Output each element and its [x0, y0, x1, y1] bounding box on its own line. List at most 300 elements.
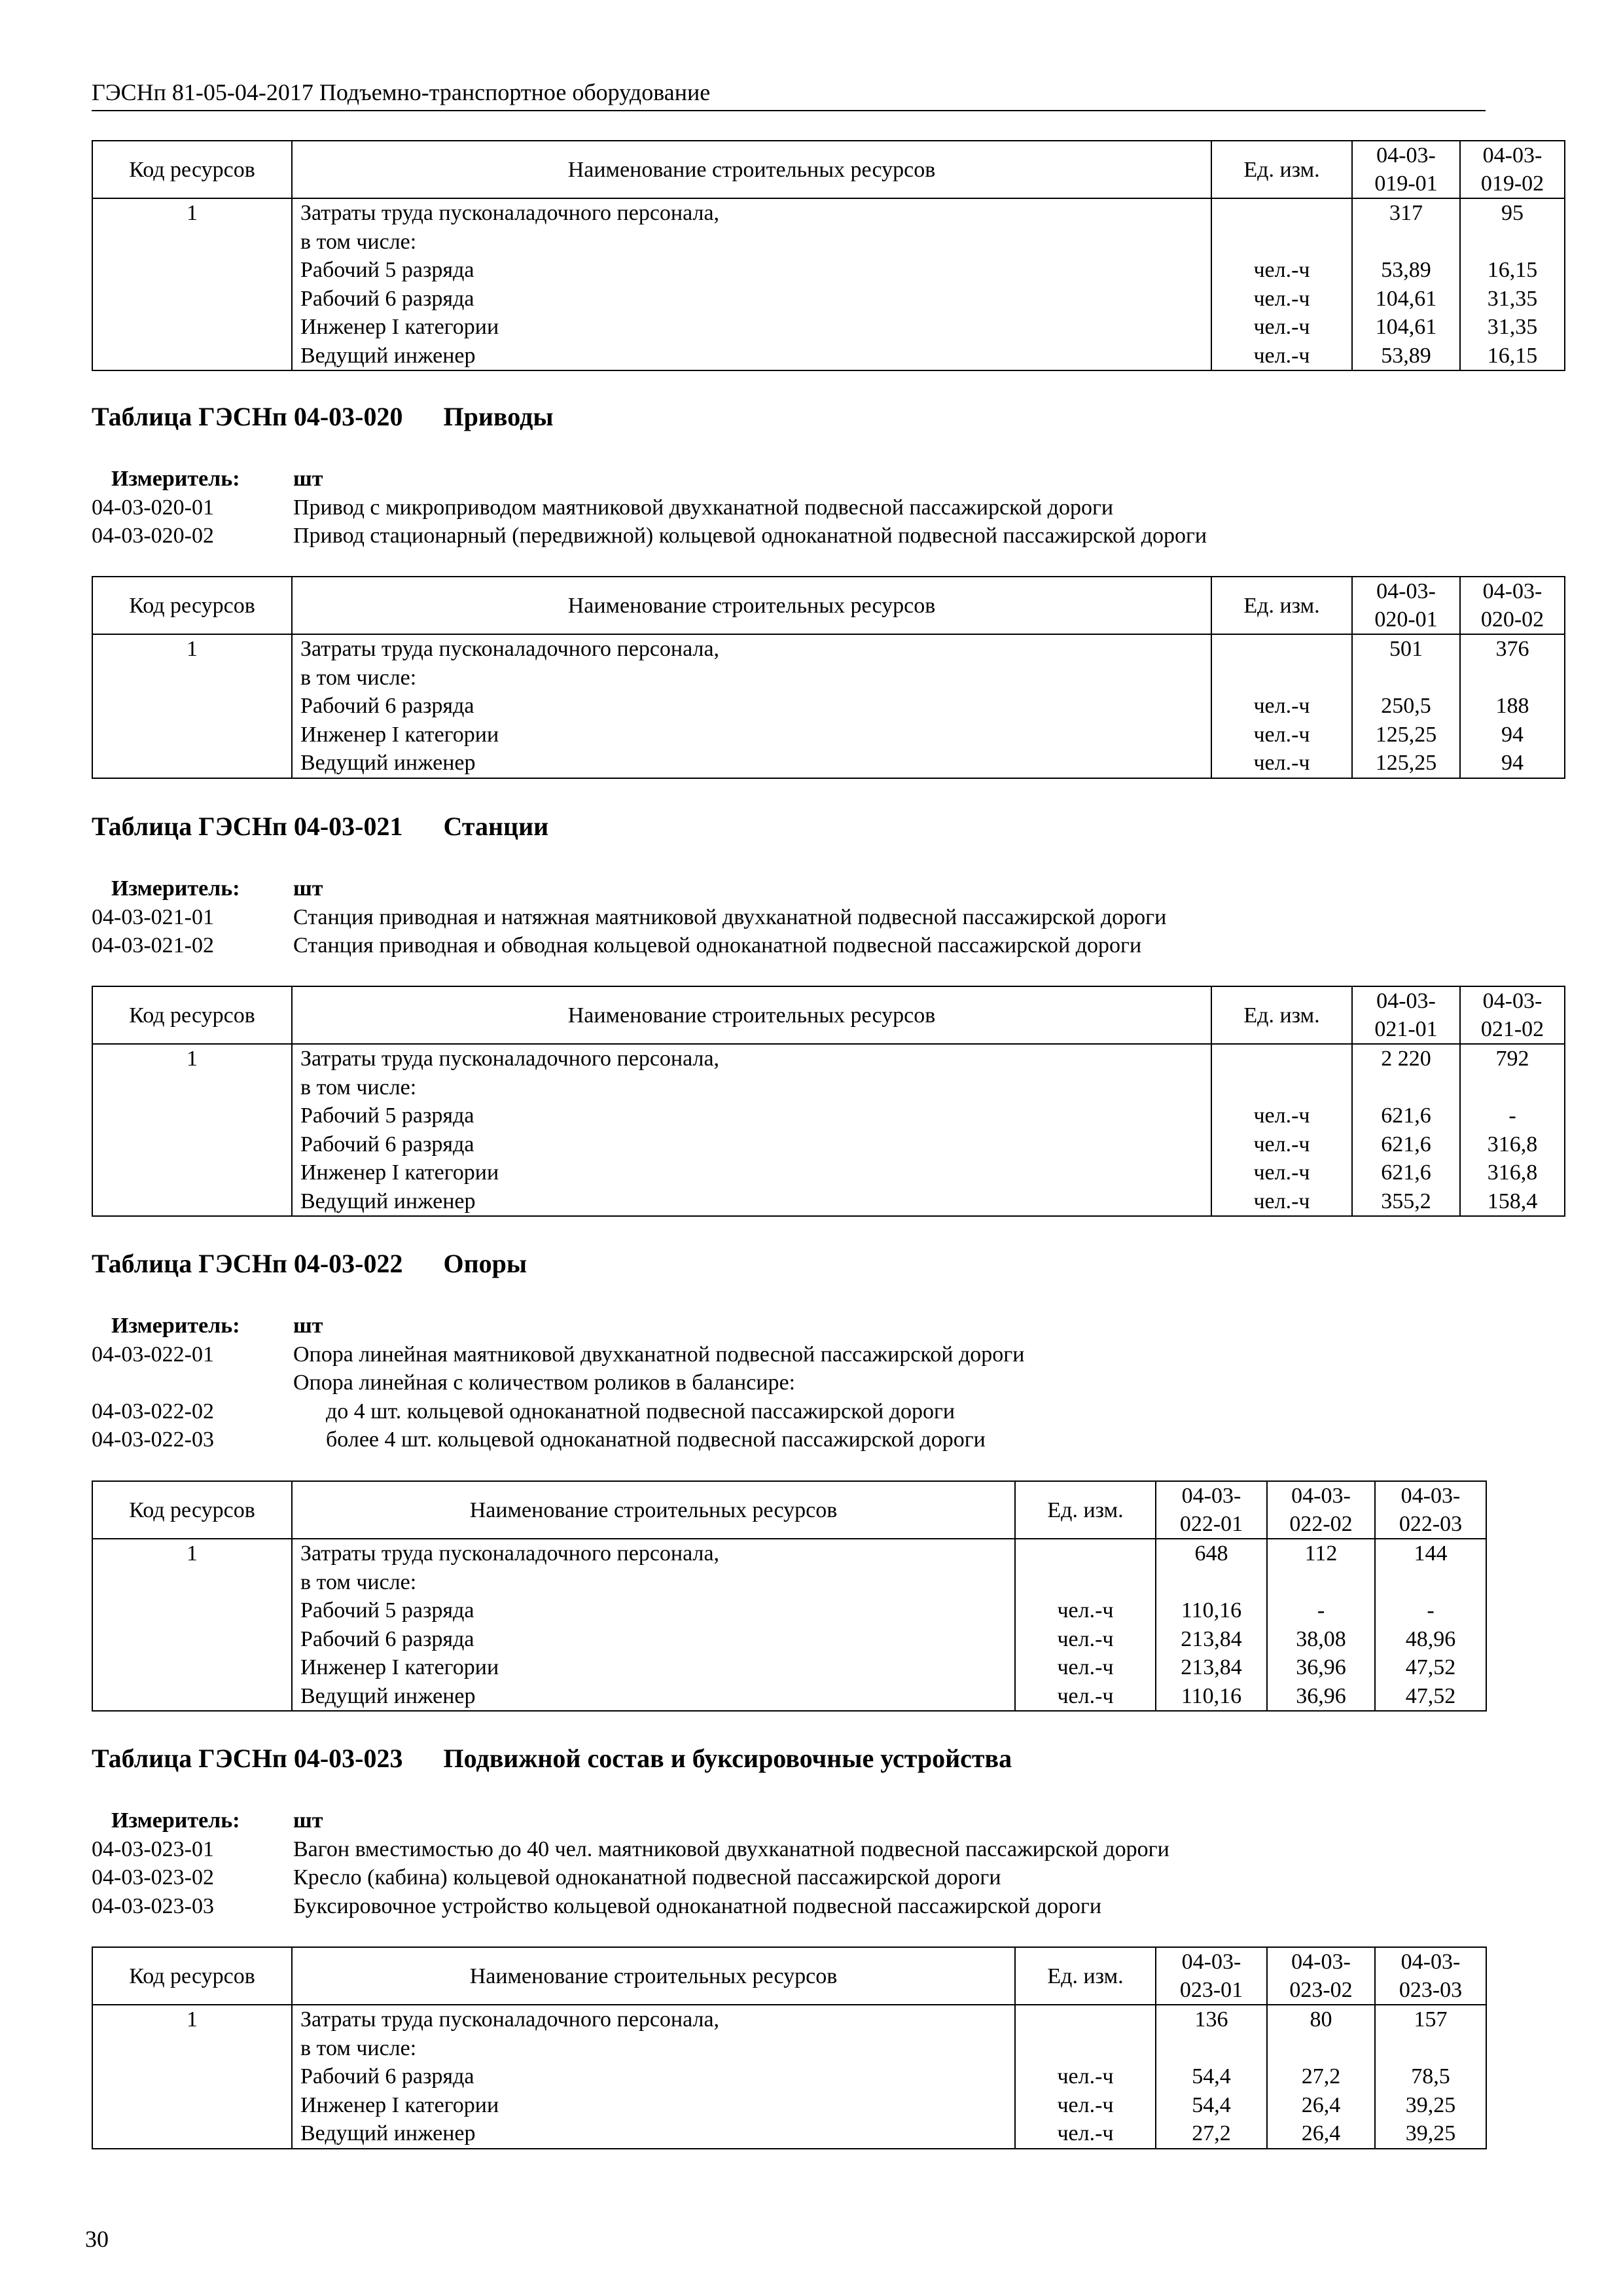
norm-item [92, 493, 1486, 522]
norm-value [1156, 2034, 1266, 2063]
page-number: 30 [85, 2226, 109, 2252]
table-title [92, 810, 1486, 843]
col-header-part: 04-03- [1376, 143, 1436, 168]
norm-value: 316,8 [1487, 1160, 1538, 1185]
table-title [92, 401, 1486, 433]
resource-name: Ведущий инженер [300, 2121, 476, 2145]
unit-cell [1211, 1044, 1352, 1216]
norm-value: - [1508, 1103, 1516, 1128]
resource-name: Затраты труда пусконаладочного персонала, [300, 201, 720, 225]
norm-value: 112 [1304, 1541, 1338, 1566]
unit-value [1016, 2034, 1155, 2063]
table-021-heading [92, 810, 1486, 843]
table-row [92, 1044, 1565, 1216]
resource-name: в том числе: [300, 229, 417, 254]
header-row [92, 986, 1565, 1044]
norm-value-cell [1352, 198, 1460, 370]
norm-value: 48,96 [1405, 1626, 1456, 1651]
norm-value: 104,61 [1375, 315, 1437, 339]
norm-value: 94 [1501, 722, 1524, 747]
norm-code: 04-03-023-01 [92, 1837, 214, 1861]
norm-value: 47,52 [1405, 1683, 1456, 1708]
norm-value-cell [1375, 2005, 1486, 2149]
col-header-part: 022-01 [1179, 1512, 1243, 1536]
norm-code: 04-03-020-01 [92, 495, 214, 520]
norm-value [1268, 1568, 1374, 1597]
col-header-norm [1375, 1481, 1486, 1539]
col-header-part: 023-02 [1289, 1978, 1353, 2002]
norm-value: 125,25 [1375, 722, 1437, 747]
norm-value: - [1427, 1598, 1435, 1623]
measure-row [92, 1806, 1486, 1835]
unit-value [1212, 1045, 1351, 1073]
measure-list [92, 874, 1486, 960]
col-header-part: 019-01 [1374, 171, 1438, 196]
norm-value: 36,96 [1296, 1683, 1346, 1708]
norm-value-cell [1460, 634, 1565, 778]
col-header-name: Наименование строительных ресурсов [292, 1481, 1015, 1539]
resource-name: Ведущий инженер [300, 1189, 476, 1213]
table-row [92, 1539, 1486, 1711]
norm-value: 104,61 [1375, 286, 1437, 311]
measure-unit: шт [293, 876, 323, 901]
col-header-part: 04-03- [1482, 143, 1543, 168]
unit-value: чел.-ч [1057, 1655, 1114, 1679]
col-header-unit: Ед. изм. [1015, 1481, 1156, 1539]
norm-item [92, 1892, 1486, 1921]
table-020-heading [92, 401, 1486, 433]
measure-list [92, 1806, 1486, 1920]
running-header: ГЭСНп 81-05-04-2017 Подъемно-транспортное оборудование [92, 77, 1486, 111]
table-name: Подвижной состав и буксировочные устройства [443, 1744, 1012, 1773]
resource-table [92, 986, 1565, 1217]
resource-name: в том числе: [300, 1075, 417, 1100]
norm-value: 157 [1414, 2007, 1448, 2032]
norm-value: 27,2 [1192, 2121, 1231, 2145]
unit-value [1212, 664, 1351, 692]
norm-value: 136 [1194, 2007, 1228, 2032]
col-header-norm [1460, 986, 1565, 1044]
norm-value: 316,8 [1487, 1132, 1538, 1157]
measure-unit: шт [293, 1808, 323, 1833]
resource-name-cell [292, 634, 1211, 778]
norm-value: 501 [1389, 637, 1423, 661]
unit-value [1212, 1073, 1351, 1102]
resource-name: Инженер I категории [300, 2092, 499, 2117]
resource-table [92, 576, 1565, 779]
norm-value: 213,84 [1181, 1655, 1242, 1679]
measure-unit: шт [293, 467, 323, 491]
table-name: Опоры [443, 1249, 527, 1278]
unit-cell [1211, 634, 1352, 778]
table-name: Станции [443, 812, 549, 841]
norm-value: 94 [1501, 751, 1524, 775]
col-header-unit: Ед. изм. [1015, 1947, 1156, 2005]
norm-value: 78,5 [1411, 2064, 1450, 2089]
unit-cell [1015, 1539, 1156, 1711]
col-header-code: Код ресурсов [92, 577, 292, 634]
table-title [92, 1247, 1486, 1280]
col-header-name: Наименование строительных ресурсов [292, 986, 1211, 1044]
resource-name: Рабочий 6 разряда [300, 286, 474, 311]
col-header-norm [1267, 1947, 1375, 2005]
resource-name: в том числе: [300, 2036, 417, 2060]
col-header-norm [1156, 1947, 1267, 2005]
resource-name: Рабочий 5 разряда [300, 258, 474, 282]
col-header-part: 023-03 [1399, 1978, 1463, 2002]
norm-value: 26,4 [1301, 2121, 1341, 2145]
norm-value: 39,25 [1405, 2092, 1456, 2117]
norm-value-cell [1460, 1044, 1565, 1216]
norm-value [1376, 2034, 1486, 2063]
norm-item [92, 1426, 1486, 1454]
measure-label: Измеритель: [111, 1808, 240, 1833]
norm-value: 213,84 [1181, 1626, 1242, 1651]
norm-value: 2 220 [1381, 1047, 1431, 1071]
col-header-code: Код ресурсов [92, 986, 292, 1044]
resource-name-cell [292, 1044, 1211, 1216]
resource-code-cell [92, 198, 292, 370]
resource-name: Затраты труда пусконаладочного персонала, [300, 1047, 720, 1071]
col-header-part: 021-02 [1480, 1017, 1544, 1041]
norm-value: 158,4 [1487, 1189, 1538, 1213]
resource-code-cell [92, 2005, 292, 2149]
col-header-part: 04-03- [1400, 1484, 1461, 1508]
table-022-measure [92, 1312, 1486, 1454]
norm-value: 27,2 [1301, 2064, 1341, 2089]
norm-value: 53,89 [1381, 343, 1431, 368]
resource-table [92, 1480, 1487, 1712]
norm-value [1376, 1568, 1486, 1597]
norm-description: Станция приводная и натяжная маятниковой двухканатной подвесной пассажирской дороги [293, 905, 1167, 929]
measure-label: Измеритель: [111, 467, 240, 491]
norm-value: 36,96 [1296, 1655, 1346, 1679]
table-020-measure [92, 465, 1486, 550]
col-header-part: 04-03- [1291, 1484, 1351, 1508]
resource-code: 1 [187, 1541, 198, 1566]
norm-value: 621,6 [1381, 1160, 1431, 1185]
norm-description: Привод с микроприводом маятниковой двухканатной подвесной пассажирской дороги [293, 495, 1114, 520]
col-header-code: Код ресурсов [92, 141, 292, 198]
unit-value: чел.-ч [1253, 286, 1310, 311]
norm-value: 54,4 [1192, 2064, 1231, 2089]
col-header-part: 04-03- [1400, 1950, 1461, 1974]
norm-item [92, 1863, 1486, 1892]
resource-code-cell [92, 1044, 292, 1216]
norm-description: Опора линейная с количеством роликов в балансире: [293, 1371, 796, 1395]
resource-table [92, 140, 1565, 371]
norm-value: 53,89 [1381, 258, 1431, 282]
norm-item [92, 903, 1486, 932]
measure-label: Измеритель: [111, 1314, 240, 1338]
resource-name: Рабочий 6 разряда [300, 1132, 474, 1157]
norm-value: 621,6 [1381, 1132, 1431, 1157]
norm-description: до 4 шт. кольцевой одноканатной подвесной пассажирской дороги [326, 1399, 955, 1424]
norm-code: 04-03-020-02 [92, 524, 214, 548]
col-header-part: 023-01 [1179, 1978, 1243, 2002]
unit-value [1212, 635, 1351, 664]
norm-value: 54,4 [1192, 2092, 1231, 2117]
norm-description: Вагон вместимостью до 40 чел. маятниковой двухканатной подвесной пассажирской дороги [293, 1837, 1169, 1861]
measure-list [92, 1312, 1486, 1454]
table-020-block [92, 576, 1544, 779]
unit-value [1212, 199, 1351, 228]
norm-value: 250,5 [1381, 694, 1431, 718]
measure-label: Измеритель: [111, 876, 240, 901]
norm-value: - [1317, 1598, 1325, 1623]
measure-row [92, 465, 1486, 493]
norm-value: 792 [1495, 1047, 1529, 1071]
table-row [92, 198, 1565, 370]
unit-value: чел.-ч [1253, 751, 1310, 775]
norm-value [1353, 1073, 1459, 1102]
norm-value [1156, 1568, 1266, 1597]
resource-name: Инженер I категории [300, 1160, 499, 1185]
table-id: Таблица ГЭСНп 04-03-022 [92, 1249, 403, 1278]
col-header-part: 022-03 [1399, 1512, 1463, 1536]
table-row [92, 2005, 1486, 2149]
table-019-block [92, 140, 1544, 371]
header-row [92, 1481, 1486, 1539]
unit-value: чел.-ч [1253, 722, 1310, 747]
norm-item [92, 931, 1486, 960]
norm-code: 04-03-022-02 [92, 1399, 214, 1424]
norm-value: 16,15 [1487, 258, 1538, 282]
table-023-heading [92, 1742, 1486, 1775]
unit-value: чел.-ч [1057, 1626, 1114, 1651]
norm-value-cell [1267, 2005, 1375, 2149]
col-header-unit: Ед. изм. [1211, 577, 1352, 634]
table-023-measure [92, 1806, 1486, 1920]
table-022-heading [92, 1247, 1486, 1280]
col-header-name: Наименование строительных ресурсов [292, 141, 1211, 198]
norm-value [1461, 664, 1564, 692]
norm-value-cell [1460, 198, 1565, 370]
norm-code: 04-03-022-03 [92, 1427, 214, 1452]
col-header-part: 019-02 [1480, 171, 1544, 196]
table-id: Таблица ГЭСНп 04-03-020 [92, 402, 403, 431]
unit-value [1016, 1539, 1155, 1568]
norm-value: 80 [1310, 2007, 1332, 2032]
table-row [92, 634, 1565, 778]
measure-row [92, 1312, 1486, 1340]
resource-name: Инженер I категории [300, 315, 499, 339]
table-023-block [92, 1946, 1486, 2149]
norm-value: 621,6 [1381, 1103, 1431, 1128]
norm-value: 31,35 [1487, 286, 1538, 311]
col-header-part: 04-03- [1181, 1484, 1241, 1508]
unit-value: чел.-ч [1057, 2092, 1114, 2117]
resource-name: Затраты труда пусконаладочного персонала, [300, 1541, 720, 1566]
col-header-norm [1156, 1481, 1267, 1539]
norm-value: 317 [1389, 201, 1423, 225]
col-header-code: Код ресурсов [92, 1481, 292, 1539]
col-header-part: 04-03- [1482, 579, 1543, 603]
table-020 [92, 576, 1544, 779]
col-header-norm [1267, 1481, 1375, 1539]
table-023 [92, 1946, 1486, 2149]
table-021-measure [92, 874, 1486, 960]
norm-code: 04-03-022-01 [92, 1342, 214, 1367]
norm-item [92, 1340, 1486, 1369]
norm-value-cell [1156, 1539, 1267, 1711]
norm-value: 38,08 [1296, 1626, 1346, 1651]
table-019 [92, 140, 1544, 371]
norm-value: 110,16 [1181, 1683, 1242, 1708]
resource-name: Ведущий инженер [300, 1683, 476, 1708]
norm-value: 188 [1495, 694, 1529, 718]
unit-value [1016, 1568, 1155, 1597]
col-header-part: 04-03- [1482, 989, 1543, 1013]
unit-cell [1015, 2005, 1156, 2149]
unit-value: чел.-ч [1253, 694, 1310, 718]
norm-value [1353, 228, 1459, 257]
unit-value: чел.-ч [1057, 2064, 1114, 2089]
unit-value: чел.-ч [1253, 343, 1310, 368]
table-id: Таблица ГЭСНп 04-03-021 [92, 812, 403, 841]
col-header-part: 020-01 [1374, 607, 1438, 632]
resource-code: 1 [187, 1047, 198, 1071]
header-row [92, 141, 1565, 198]
unit-cell [1211, 198, 1352, 370]
table-id: Таблица ГЭСНп 04-03-023 [92, 1744, 403, 1773]
unit-value: чел.-ч [1253, 1103, 1310, 1128]
table-name: Приводы [443, 402, 554, 431]
col-header-norm [1375, 1947, 1486, 2005]
norm-value-cell [1352, 634, 1460, 778]
table-021 [92, 986, 1544, 1217]
norm-description: Привод стационарный (передвижной) кольцевой одноканатной подвесной пассажирской дороги [293, 524, 1207, 548]
unit-value: чел.-ч [1253, 1160, 1310, 1185]
norm-value: 39,25 [1405, 2121, 1456, 2145]
norm-value: 648 [1194, 1541, 1228, 1566]
unit-value: чел.-ч [1253, 1189, 1310, 1213]
norm-item [92, 1397, 1486, 1426]
norm-value: 16,15 [1487, 343, 1538, 368]
measure-unit: шт [293, 1314, 323, 1338]
resource-name: Рабочий 6 разряда [300, 2064, 474, 2089]
norm-value: 95 [1501, 201, 1524, 225]
resource-name: в том числе: [300, 665, 417, 690]
unit-value: чел.-ч [1057, 2121, 1114, 2145]
col-header-norm [1460, 577, 1565, 634]
col-header-norm [1352, 986, 1460, 1044]
norm-value [1461, 228, 1564, 257]
table-022 [92, 1480, 1486, 1712]
norm-value: 110,16 [1181, 1598, 1242, 1623]
unit-value: чел.-ч [1057, 1683, 1114, 1708]
resource-name-cell [292, 2005, 1015, 2149]
measure-row [92, 874, 1486, 903]
norm-code: 04-03-023-03 [92, 1893, 214, 1918]
col-header-name: Наименование строительных ресурсов [292, 577, 1211, 634]
table-021-block [92, 986, 1544, 1217]
col-header-part: 04-03- [1376, 989, 1436, 1013]
col-header-part: 04-03- [1376, 579, 1436, 603]
resource-name: Рабочий 5 разряда [300, 1598, 474, 1623]
resource-name: Затраты труда пусконаладочного персонала, [300, 637, 720, 661]
unit-value [1016, 2005, 1155, 2034]
norm-code: 04-03-021-02 [92, 933, 214, 958]
norm-description: Буксировочное устройство кольцевой одноканатной подвесной пассажирской дороги [293, 1893, 1102, 1918]
resource-name: в том числе: [300, 1570, 417, 1594]
norm-value-cell [1267, 1539, 1375, 1711]
col-header-part: 020-02 [1480, 607, 1544, 632]
col-header-part: 04-03- [1291, 1950, 1351, 1974]
col-header-unit: Ед. изм. [1211, 986, 1352, 1044]
resource-name: Рабочий 6 разряда [300, 694, 474, 718]
norm-description: Станция приводная и обводная кольцевой одноканатной подвесной пассажирской дороги [293, 933, 1142, 958]
resource-code: 1 [187, 201, 198, 225]
resource-name: Рабочий 5 разряда [300, 1103, 474, 1128]
norm-item [92, 522, 1486, 550]
resource-code-cell [92, 634, 292, 778]
resource-code-cell [92, 1539, 292, 1711]
norm-value: 47,52 [1405, 1655, 1456, 1679]
col-header-norm [1352, 577, 1460, 634]
resource-name-cell [292, 1539, 1015, 1711]
norm-value [1268, 2034, 1374, 2063]
table-title [92, 1742, 1486, 1775]
norm-value [1461, 1073, 1564, 1102]
resource-table [92, 1946, 1487, 2149]
norm-description: более 4 шт. кольцевой одноканатной подвесной пассажирской дороги [326, 1427, 986, 1452]
unit-value: чел.-ч [1253, 315, 1310, 339]
norm-value: 355,2 [1381, 1189, 1431, 1213]
norm-value: 144 [1414, 1541, 1448, 1566]
norm-value [1353, 664, 1459, 692]
norm-value-cell [1156, 2005, 1267, 2149]
norm-code: 04-03-021-01 [92, 905, 214, 929]
resource-name: Инженер I категории [300, 1655, 499, 1679]
resource-name: Ведущий инженер [300, 343, 476, 368]
resource-code: 1 [187, 637, 198, 661]
col-header-part: 022-02 [1289, 1512, 1353, 1536]
resource-code: 1 [187, 2007, 198, 2032]
col-header-code: Код ресурсов [92, 1947, 292, 2005]
measure-list [92, 465, 1486, 550]
unit-value: чел.-ч [1253, 258, 1310, 282]
unit-value: чел.-ч [1253, 1132, 1310, 1157]
norm-code [92, 1369, 293, 1397]
header-row [92, 1947, 1486, 2005]
norm-description: Кресло (кабина) кольцевой одноканатной подвесной пассажирской дороги [293, 1865, 1001, 1890]
norm-item [92, 1835, 1486, 1864]
resource-name: Инженер I категории [300, 722, 499, 747]
col-header-unit: Ед. изм. [1211, 141, 1352, 198]
norm-value: 125,25 [1375, 751, 1437, 775]
header-row [92, 577, 1565, 634]
norm-value: 31,35 [1487, 315, 1538, 339]
col-header-name: Наименование строительных ресурсов [292, 1947, 1015, 2005]
norm-value: 26,4 [1301, 2092, 1341, 2117]
col-header-part: 04-03- [1181, 1950, 1241, 1974]
norm-value-cell [1352, 1044, 1460, 1216]
resource-name: Затраты труда пусконаладочного персонала, [300, 2007, 720, 2032]
col-header-norm [1460, 141, 1565, 198]
unit-value: чел.-ч [1057, 1598, 1114, 1623]
norm-description: Опора линейная маятниковой двухканатной подвесной пассажирской дороги [293, 1342, 1025, 1367]
col-header-norm [1352, 141, 1460, 198]
col-header-part: 021-01 [1374, 1017, 1438, 1041]
resource-name: Ведущий инженер [300, 751, 476, 775]
norm-code: 04-03-023-02 [92, 1865, 214, 1890]
norm-item [92, 1369, 1486, 1397]
resource-name: Рабочий 6 разряда [300, 1626, 474, 1651]
norm-value-cell [1375, 1539, 1486, 1711]
norm-value: 376 [1495, 637, 1529, 661]
resource-name-cell [292, 198, 1211, 370]
